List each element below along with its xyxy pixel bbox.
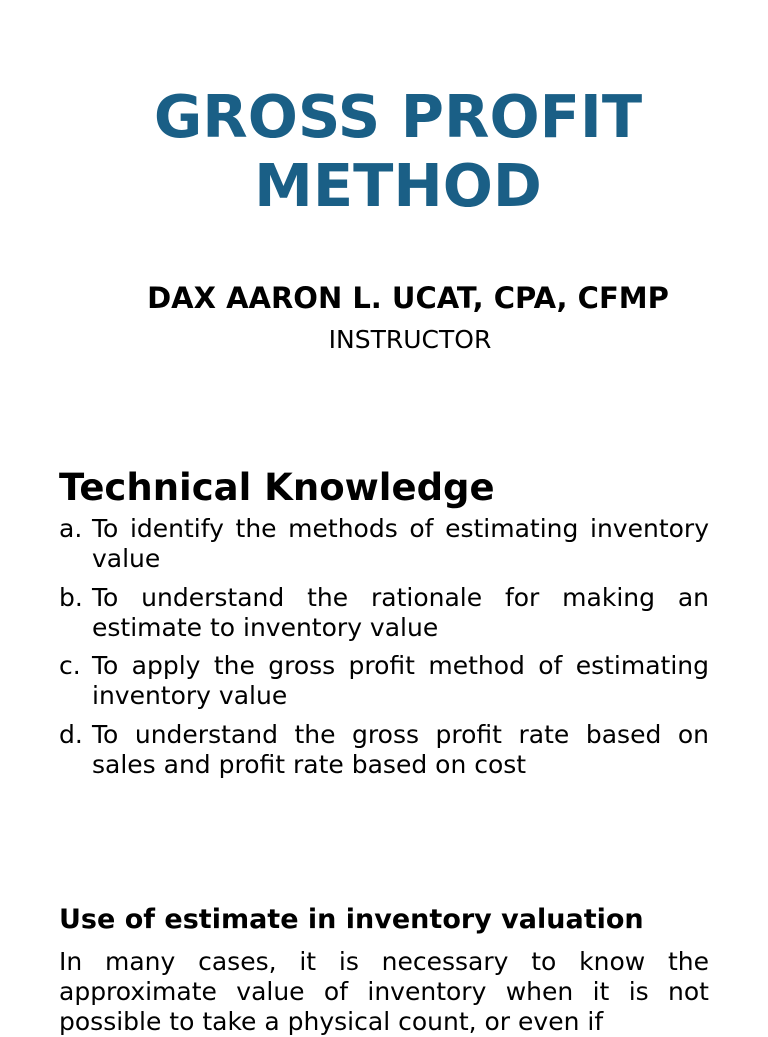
list-item: [59, 720, 709, 780]
list-marker: d.: [59, 719, 83, 749]
objectives-heading: Technical Knowledge: [59, 466, 495, 509]
title-slide: [0, 0, 768, 420]
list-item: [59, 583, 709, 643]
estimate-heading: Use of estimate in inventory valuation: [59, 904, 644, 935]
list-item-text: To understand the rationale for making an estimate to inventory value: [92, 582, 709, 642]
author-name: DAX AARON L. UCAT, CPA, CFMP: [147, 281, 669, 315]
list-item-text: To understand the gross profit rate based on sales and profit rate based on cost: [92, 719, 709, 779]
objectives-list: [59, 514, 709, 788]
list-marker: a.: [59, 514, 83, 543]
list-marker: c.: [59, 651, 81, 680]
list-item-text: To apply the gross profit method of estimating inventory value: [92, 651, 709, 710]
author-role: INSTRUCTOR: [328, 325, 492, 354]
list-item: [59, 514, 709, 574]
list-marker: b.: [59, 582, 83, 612]
page-title: GROSS PROFIT METHOD: [153, 82, 643, 220]
estimate-paragraph: In many cases, it is necessary to know the approximate value of inventory when it is not possible to take a physical count, or even if: [59, 947, 709, 1036]
list-item-text: To identify the methods of estimating inventory value: [92, 514, 709, 573]
list-item: [59, 651, 709, 711]
